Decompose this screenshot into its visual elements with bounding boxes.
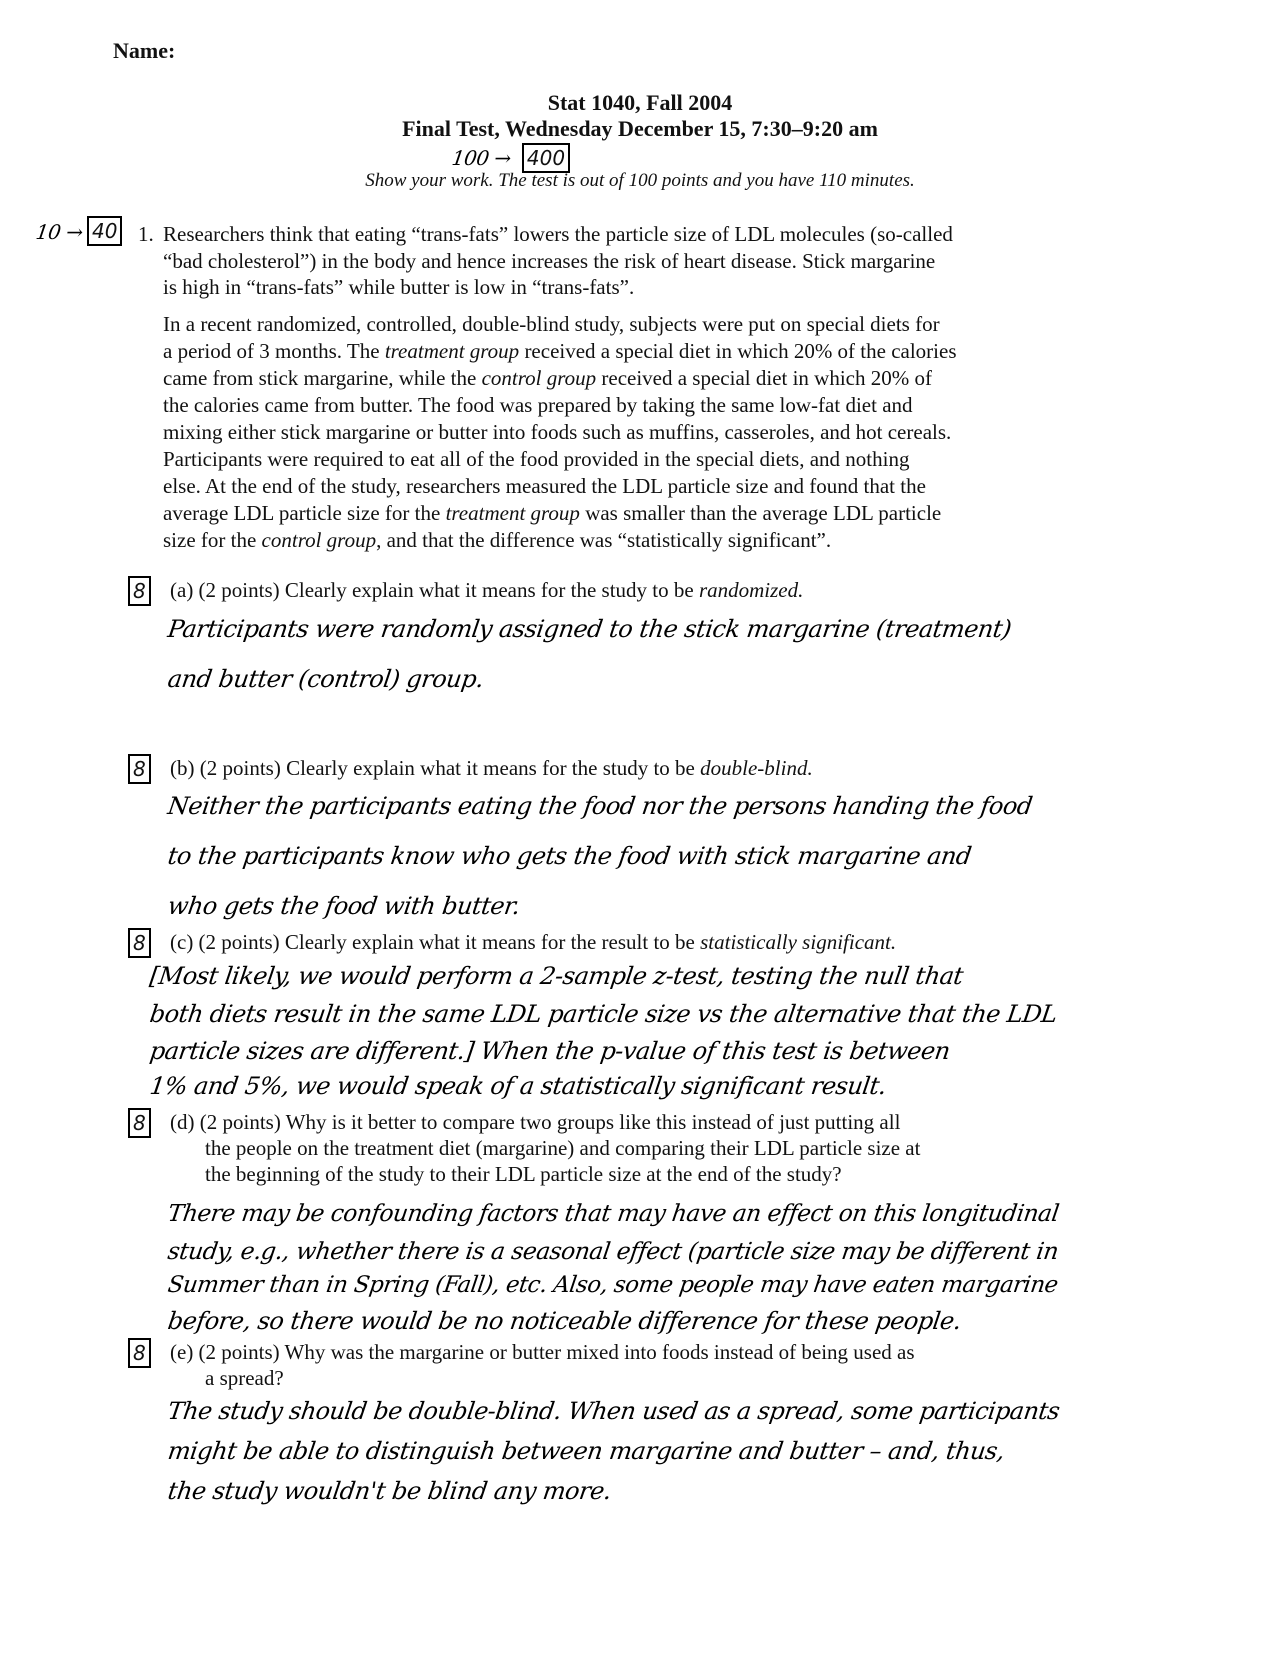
part-d-question: (d) (2 points) Why is it better to compare two groups like this instead of just putting all	[170, 1110, 901, 1134]
q1-study-line: Participants were required to eat all of the food provided in the special diets, and nothing	[163, 447, 910, 471]
exam-title: Final Test, Wednesday December 15, 7:30–9:20 am	[402, 116, 878, 141]
q1-study-line: came from stick margarine, while the control group received a special diet in which 20% of	[163, 366, 932, 390]
part-e-score-box: 8	[128, 1338, 151, 1368]
instructions: Show your work. The test is out of 100 points and you have 110 minutes.	[365, 170, 915, 191]
part-b-handwritten-answer: Neither the participants eating the food nor the persons handing the food	[166, 792, 1034, 820]
q1-number: 1.	[138, 222, 154, 246]
part-a-handwritten-answer: and butter (control) group.	[166, 665, 486, 693]
part-c-score-box: 8	[128, 928, 151, 958]
part-d-handwritten-answer: before, so there would be no noticeable difference for these people.	[166, 1307, 963, 1335]
part-d-question: the beginning of the study to their LDL particle size at the end of the study?	[205, 1162, 842, 1186]
total-score-mark	[452, 143, 570, 173]
part-e-handwritten-answer: The study should be double-blind. When used as a spread, some participants	[166, 1397, 1062, 1425]
q1-study-line: mixing either stick margarine or butter into foods such as muffins, casseroles, and hot cereals.	[163, 420, 952, 444]
course-title: Stat 1040, Fall 2004	[547, 90, 733, 115]
q1-intro-line: is high in “trans-fats” while butter is low in “trans-fats”.	[163, 275, 635, 299]
part-e-handwritten-answer: might be able to distinguish between margarine and butter – and, thus,	[166, 1437, 1007, 1465]
q1-scale-from: 10 →	[34, 220, 85, 244]
total-scale-from: 100 →	[450, 146, 513, 170]
part-e-handwritten-answer: the study wouldn't be blind any more.	[166, 1477, 614, 1505]
part-c-handwritten-answer: both diets result in the same LDL particle size vs the alternative that the LDL	[148, 1000, 1059, 1028]
q1-score-box: 40	[87, 216, 122, 246]
part-d-score-box: 8	[128, 1108, 151, 1138]
part-b-question: (b) (2 points) Clearly explain what it means for the study to be double-blind.	[170, 756, 813, 780]
name-label: Name:	[113, 38, 176, 63]
q1-study-line: the calories came from butter. The food was prepared by taking the same low-fat diet and	[163, 393, 913, 417]
part-c-handwritten-answer: particle sizes are different.] When the p-value of this test is between	[148, 1037, 952, 1065]
q1-intro-line: “bad cholesterol”) in the body and hence increases the risk of heart disease. Stick margarine	[163, 249, 936, 273]
part-a-handwritten-answer: Participants were randomly assigned to the stick margarine (treatment)	[166, 615, 1013, 643]
part-b-score-box: 8	[128, 754, 151, 784]
part-e-question: (e) (2 points) Why was the margarine or butter mixed into foods instead of being used as	[170, 1340, 915, 1364]
part-d-handwritten-answer: Summer than in Spring (Fall), etc. Also, some people may have eaten margarine	[166, 1272, 1060, 1298]
q1-study-line: else. At the end of the study, researchers measured the LDL particle size and found that the	[163, 474, 926, 498]
part-d-handwritten-answer: study, e.g., whether there is a seasonal effect (particle size may be different in	[166, 1237, 1061, 1265]
part-d-question: the people on the treatment diet (margarine) and comparing their LDL particle size at	[205, 1136, 921, 1160]
part-c-handwritten-answer: 1% and 5%, we would speak of a statistically significant result.	[148, 1072, 888, 1100]
q1-study-line: a period of 3 months. The treatment group received a special diet in which 20% of the calories	[163, 339, 957, 363]
part-b-handwritten-answer: who gets the food with butter.	[166, 892, 522, 920]
part-a-question: (a) (2 points) Clearly explain what it means for the study to be randomized.	[170, 578, 804, 602]
q1-intro-line: Researchers think that eating “trans-fats” lowers the particle size of LDL molecules (so-called	[163, 222, 953, 246]
q1-study-line: size for the control group, and that the difference was “statistically significant”.	[163, 528, 832, 552]
part-c-handwritten-answer: [Most likely, we would perform a 2-sample z-test, testing the null that	[148, 962, 965, 990]
part-a-score-box: 8	[128, 576, 151, 606]
part-d-handwritten-answer: There may be confounding factors that may have an effect on this longitudinal	[166, 1200, 1061, 1227]
part-e-question: a spread?	[205, 1366, 284, 1390]
q1-study-line: average LDL particle size for the treatment group was smaller than the average LDL particle	[163, 501, 942, 525]
part-b-handwritten-answer: to the participants know who gets the food with stick margarine and	[166, 842, 973, 870]
q1-study-line: In a recent randomized, controlled, double-blind study, subjects were put on special diets for	[163, 312, 940, 336]
part-c-question: (c) (2 points) Clearly explain what it means for the result to be statistically significant.	[170, 930, 897, 954]
total-score-box: 400	[522, 143, 570, 173]
